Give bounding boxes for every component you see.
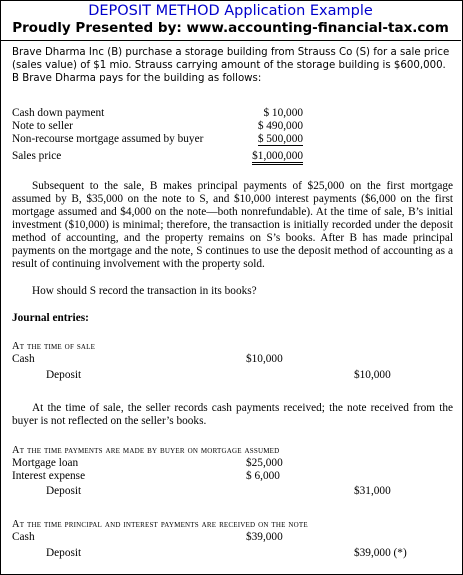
payment-value-sales-price-text: $1,000,000 (252, 150, 303, 165)
entry-account-deposit-2: Deposit (46, 485, 82, 497)
page-subtitle: Proudly Presented by: www.accounting-financial-tax.com (12, 20, 449, 36)
entry-debit-interest: $ 6,000 (246, 470, 280, 482)
payment-label-cash-down: Cash down payment (12, 107, 105, 119)
entry-heading-note: At the time principal and interest payments are received on the note (12, 519, 308, 530)
entry-heading-sale: At the time of sale (12, 341, 96, 352)
entry-account-interest: Interest expense (12, 470, 86, 482)
entry-debit-cash: $10,000 (246, 353, 283, 365)
page-title: DEPOSIT METHOD Application Example (88, 3, 373, 19)
entry-account-deposit: Deposit (46, 369, 82, 381)
payment-value-note: $ 490,000 (257, 120, 303, 132)
entry-account-mortgage-loan: Mortgage loan (12, 457, 79, 469)
entry-account-cash-2: Cash (12, 531, 35, 543)
entry-account-cash: Cash (12, 353, 35, 365)
entry-debit-cash-2: $39,000 (246, 531, 283, 543)
header-banner (0, 0, 461, 41)
seller-paragraph: At the time of sale, the seller records cash payments received; the note received from the buyer is not reflected on the seller’s books. (12, 402, 453, 427)
payment-label-sales-price: Sales price (12, 150, 62, 162)
payment-label-note: Note to seller (12, 120, 73, 132)
entry-credit-deposit-3: $39,000 (*) (354, 547, 407, 559)
scenario-paragraph: Subsequent to the sale, B makes principal payments of $25,000 on the first mortgage assumed by B, $35,000 on the note to S, and $10,000 interest payments ($6,000 on the first mortgage assumed and $4,000 on the note—both nonrefundable). At the time of sale, B’s initial investment ($10,000) is minimal; therefore, the transaction is initially recorded under the deposit method of accounting, and the property remains on S’s books. After B has made principal payments on the mortgage and the note, S continues to use the deposit method of accounting as a result of continuing involvement with the property sold. (12, 180, 453, 270)
payment-value-mortgage-text: $ 500,000 (257, 133, 303, 145)
entry-credit-deposit: $10,000 (354, 369, 391, 381)
entry-credit-deposit-2: $31,000 (354, 485, 391, 497)
payment-label-mortgage: Non-recourse mortgage assumed by buyer (12, 133, 204, 145)
payment-value-cash-down: $ 10,000 (263, 107, 303, 119)
journal-heading: Journal entries: (12, 312, 89, 324)
entry-heading-mortgage: At the time payments are made by buyer on mortgage assumed (12, 445, 280, 456)
entry-account-deposit-3: Deposit (46, 547, 82, 559)
payment-value-sales-price (228, 150, 303, 163)
intro-paragraph: Brave Dharma Inc (B) purchase a storage building from Strauss Co (S) for a sale price (sales value) of $1 mio. Strauss carrying amount of the storage building is $600,000. B Brave Dharma pays for the building as follows: (12, 47, 450, 84)
question-text: How should S record the transaction in its books? (32, 285, 257, 297)
entry-debit-mortgage-loan: $25,000 (246, 457, 283, 469)
payment-value-mortgage (228, 133, 303, 146)
